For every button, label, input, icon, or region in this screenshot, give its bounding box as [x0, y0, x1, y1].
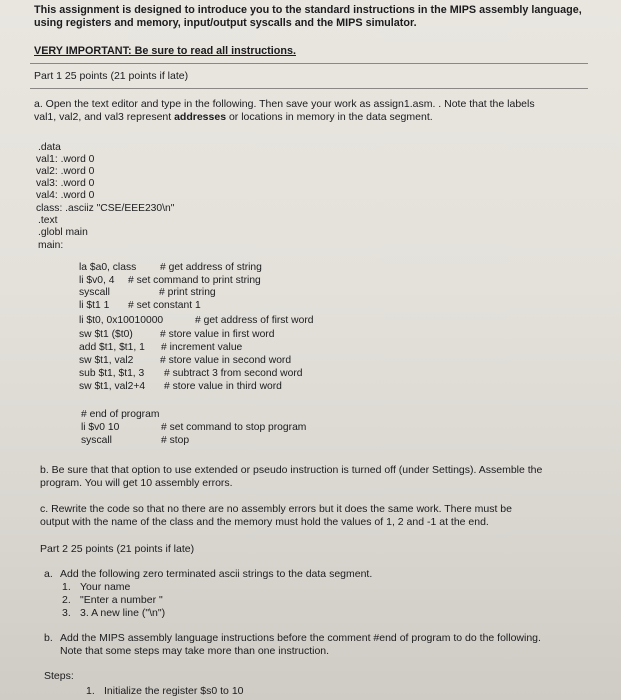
code-comment: # set command to stop program [161, 422, 307, 433]
data-line-class: class: .asciiz "CSE/EEE230\n" [36, 203, 175, 214]
code-comment: # subtract 3 from second word [164, 368, 303, 379]
code-instr: li $v0 10 [81, 422, 120, 433]
data-line-val4: val4: .word 0 [36, 190, 95, 201]
code-comment: # store value in first word [160, 329, 275, 340]
code-comment: # get address of string [160, 262, 262, 273]
code-comment: # print string [159, 287, 216, 298]
code-comment: # set command to print string [128, 275, 261, 286]
code-instr: li $v0, 4 [79, 275, 115, 286]
intro-line-2: using registers and memory, input/output syscalls and the MIPS simulator. [34, 17, 417, 29]
step-number: 1. [86, 685, 95, 697]
list-item: Your name [80, 581, 131, 593]
end-of-program-comment: # end of program [81, 409, 160, 420]
code-instr: add $t1, $t1, 1 [79, 342, 145, 353]
data-line-val2: val2: .word 0 [36, 166, 95, 177]
code-comment: # get address of first word [195, 315, 314, 326]
data-directive: .data [38, 142, 61, 153]
part1-c-line-1: c. Rewrite the code so that no there are no assembly errors but it does the same work. There must be [40, 503, 512, 515]
part2-a-label: a. [44, 568, 53, 580]
part2-heading: Part 2 25 points (21 points if late) [40, 543, 195, 555]
part2-b-line-2: Note that some steps may take more than one instruction. [60, 645, 330, 657]
code-comment: # set constant 1 [128, 300, 201, 311]
part1-a-line-2 [34, 111, 433, 123]
code-comment: # store value in second word [160, 355, 292, 366]
code-instr: li $t0, 0x10010000 [79, 315, 164, 326]
intro-line-1: This assignment is designed to introduce you to the standard instructions in the MIPS assembly language, [34, 4, 582, 16]
code-instr: sw $t1 ($t0) [79, 329, 133, 340]
list-item: 3. A new line ("\n") [80, 607, 166, 619]
code-comment: # store value in third word [164, 381, 282, 392]
data-line-val1: val1: .word 0 [36, 154, 95, 165]
code-comment: # increment value [161, 342, 243, 353]
list-item: "Enter a number " [80, 594, 163, 606]
part1-heading: Part 1 25 points (21 points if late) [34, 70, 189, 82]
part2-b-label: b. [44, 632, 53, 644]
list-item-number: 3. [62, 607, 71, 619]
part1-b-line-2: program. You will get 10 assembly errors. [40, 477, 233, 489]
part1-b-line-1: b. Be sure that that option to use extended or pseudo instruction is turned off (under Settings). Assemble the [40, 464, 543, 476]
data-line-val3: val3: .word 0 [36, 178, 95, 189]
part1-c-line-2: output with the name of the class and the memory must hold the values of 1, 2 and -1 at the end. [40, 516, 489, 528]
part1-a-line-2-post: or locations in memory in the data segment. [226, 111, 433, 123]
code-instr: sw $t1, val2+4 [79, 381, 146, 392]
list-item-number: 1. [62, 581, 71, 593]
main-label: main: [38, 240, 64, 251]
part2-a-text: Add the following zero terminated ascii strings to the data segment. [60, 568, 373, 580]
code-instr: syscall [79, 287, 110, 298]
code-instr: sw $t1, val2 [79, 355, 134, 366]
part2-b-line-1: Add the MIPS assembly language instructions before the comment #end of program to do the following. [60, 632, 541, 644]
part1-a-line-1: a. Open the text editor and type in the following. Then save your work as assign1.asm. . Note that the labels [34, 98, 535, 110]
globl-directive: .globl main [38, 227, 88, 238]
addresses-emphasis: addresses [174, 111, 227, 123]
divider-top [30, 63, 588, 64]
text-directive: .text [38, 215, 58, 226]
part1-a-line-2-pre: val1, val2, and val3 represent [34, 111, 175, 123]
steps-label: Steps: [44, 670, 74, 682]
list-item-number: 2. [62, 594, 71, 606]
divider-part1 [30, 88, 588, 89]
code-instr: la $a0, class [79, 262, 137, 273]
code-instr: sub $t1, $t1, 3 [79, 368, 145, 379]
very-important-note: VERY IMPORTANT: Be sure to read all instructions. [34, 45, 296, 57]
code-instr: syscall [81, 435, 112, 446]
code-instr: li $t1 1 [79, 300, 110, 311]
step-text: Initialize the register $s0 to 10 [104, 685, 244, 697]
code-comment: # stop [161, 435, 190, 446]
